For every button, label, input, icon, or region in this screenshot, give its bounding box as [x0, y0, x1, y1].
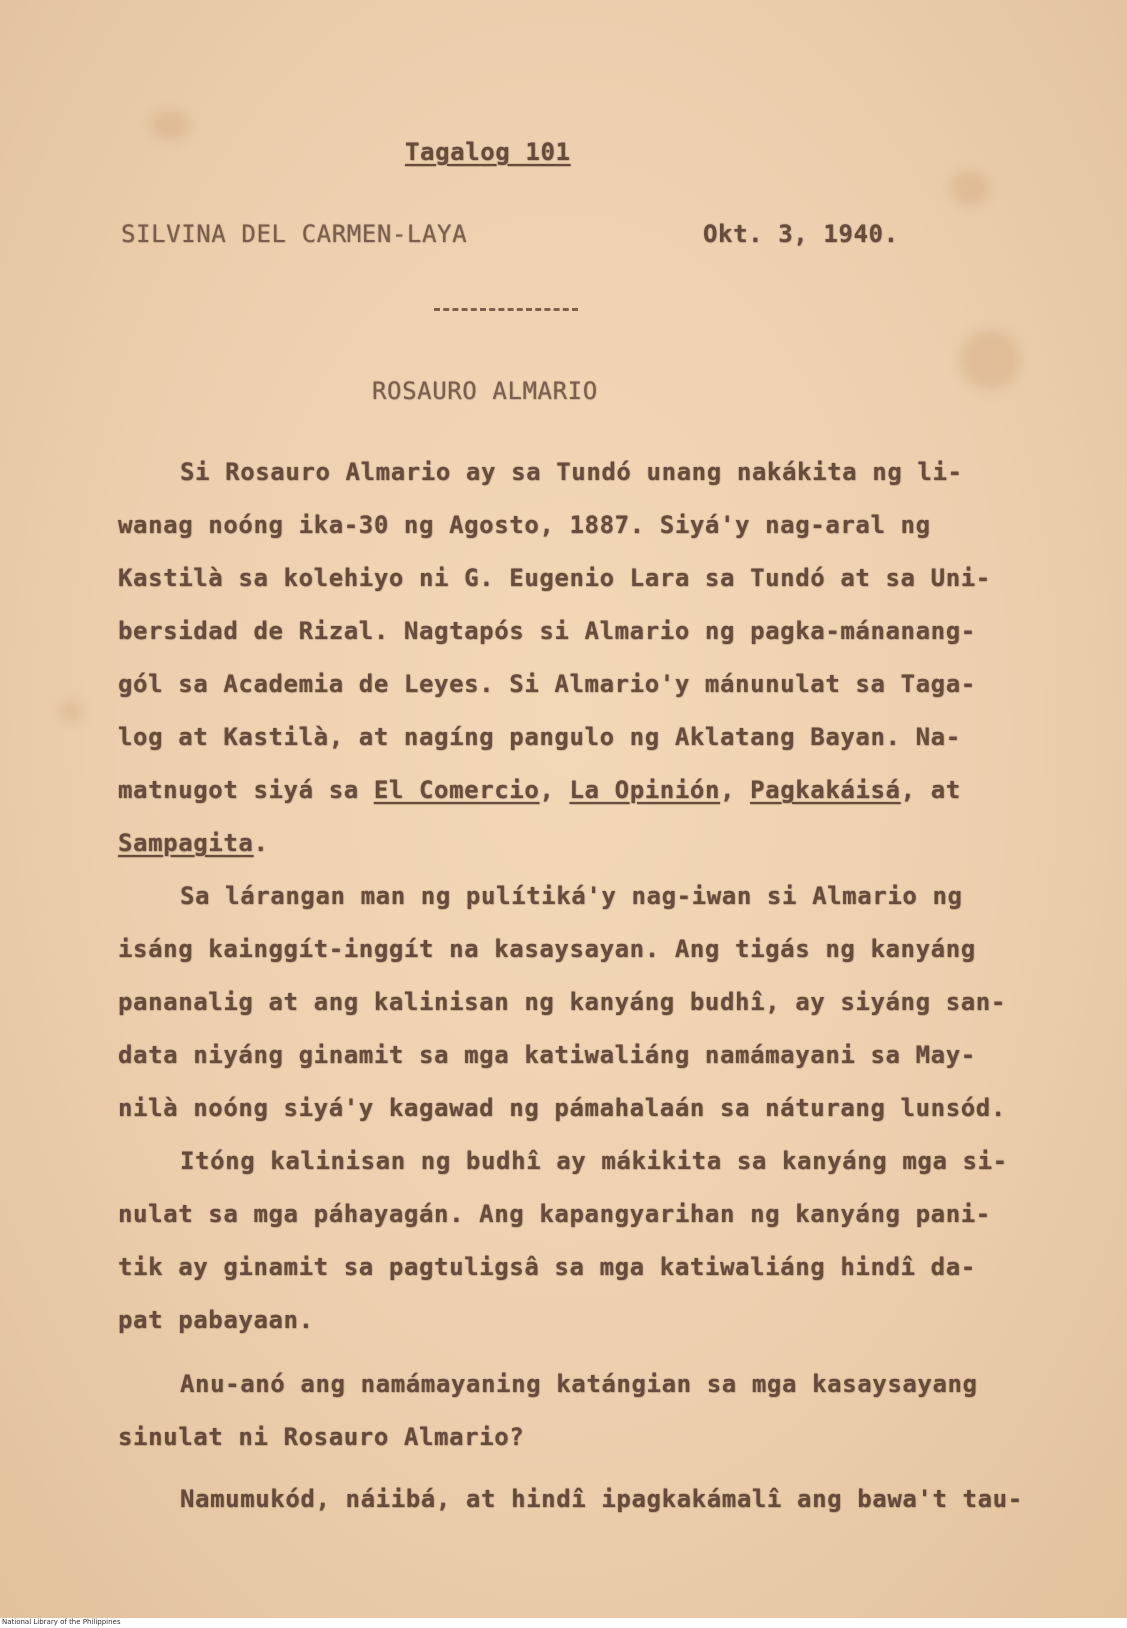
footer-strip — [0, 1618, 1127, 1628]
publication-pagkakaisa: Pagkakáisá — [750, 776, 901, 804]
text-line — [118, 776, 961, 804]
text-line: Sa lárangan man ng pulítiká'y nag-iwan si Almario ng — [180, 882, 963, 910]
stain — [150, 110, 190, 140]
text-line: wanag noóng ika-30 ng Agosto, 1887. Siyá'y nag-aral ng — [118, 511, 931, 539]
text-line: gól sa Academia de Leyes. Si Almario'y mánunulat sa Taga- — [118, 670, 976, 698]
text-run: , — [720, 776, 751, 804]
text-line: nilà noóng siyá'y kagawad ng pámahalaán sa náturang lunsód. — [118, 1094, 1006, 1122]
stain — [960, 330, 1020, 390]
text-line: pananalig at ang kalinisan ng kanyáng budhî, ay siyáng san- — [118, 988, 1006, 1016]
author-name: SILVINA DEL CARMEN-LAYA — [121, 220, 468, 248]
text-line: Itóng kalinisan ng budhî ay mákikita sa kanyáng mga si- — [180, 1147, 1008, 1175]
text-run: , at — [900, 776, 961, 804]
text-line: Namumukód, náiibá, at hindî ipagkakámalî ang bawa't tau- — [180, 1485, 1023, 1513]
stain — [60, 700, 82, 722]
text-line: pat pabayaan. — [118, 1306, 314, 1334]
text-line — [118, 829, 269, 857]
library-credit: National Library of the Philippines — [2, 1618, 121, 1626]
text-line: nulat sa mga páhayagán. Ang kapangyarihan ng kanyáng pani- — [118, 1200, 991, 1228]
publication-el-comercio: El Comercio — [373, 776, 540, 804]
text-line: data niyáng ginamit sa mga katiwaliáng namámayani sa May- — [118, 1041, 976, 1069]
stain — [950, 170, 990, 206]
separator-line — [434, 308, 578, 311]
essay-heading: ROSAURO ALMARIO — [372, 377, 598, 405]
text-line: tik ay ginamit sa pagtuligsâ sa mga katiwaliáng hindî da- — [118, 1253, 976, 1281]
document-date: Okt. 3, 1940. — [703, 220, 899, 248]
text-line: Kastilà sa kolehiyo ni G. Eugenio Lara sa Tundó at sa Uni- — [118, 564, 991, 592]
text-line: bersidad de Rizal. Nagtapós si Almario ng pagka-mánanang- — [118, 617, 976, 645]
publication-la-opinion: La Opinión — [569, 776, 720, 804]
text-run: matnugot siyá sa — [118, 776, 374, 804]
text-line: Anu-anó ang namámayaning katángian sa mga kasaysayang — [180, 1370, 978, 1398]
text-run: . — [253, 829, 269, 857]
text-line: log at Kastilà, at nagíng pangulo ng Aklatang Bayan. Na- — [118, 723, 961, 751]
text-line: isáng kainggít-inggít na kasaysayan. Ang tigás ng kanyáng — [118, 935, 976, 963]
text-run: , — [539, 776, 570, 804]
text-line: sinulat ni Rosauro Almario? — [118, 1423, 525, 1451]
course-title: Tagalog 101 — [405, 138, 571, 166]
publication-sampagita: Sampagita — [118, 829, 254, 857]
text-line: Si Rosauro Almario ay sa Tundó unang nakákita ng li- — [180, 458, 963, 486]
